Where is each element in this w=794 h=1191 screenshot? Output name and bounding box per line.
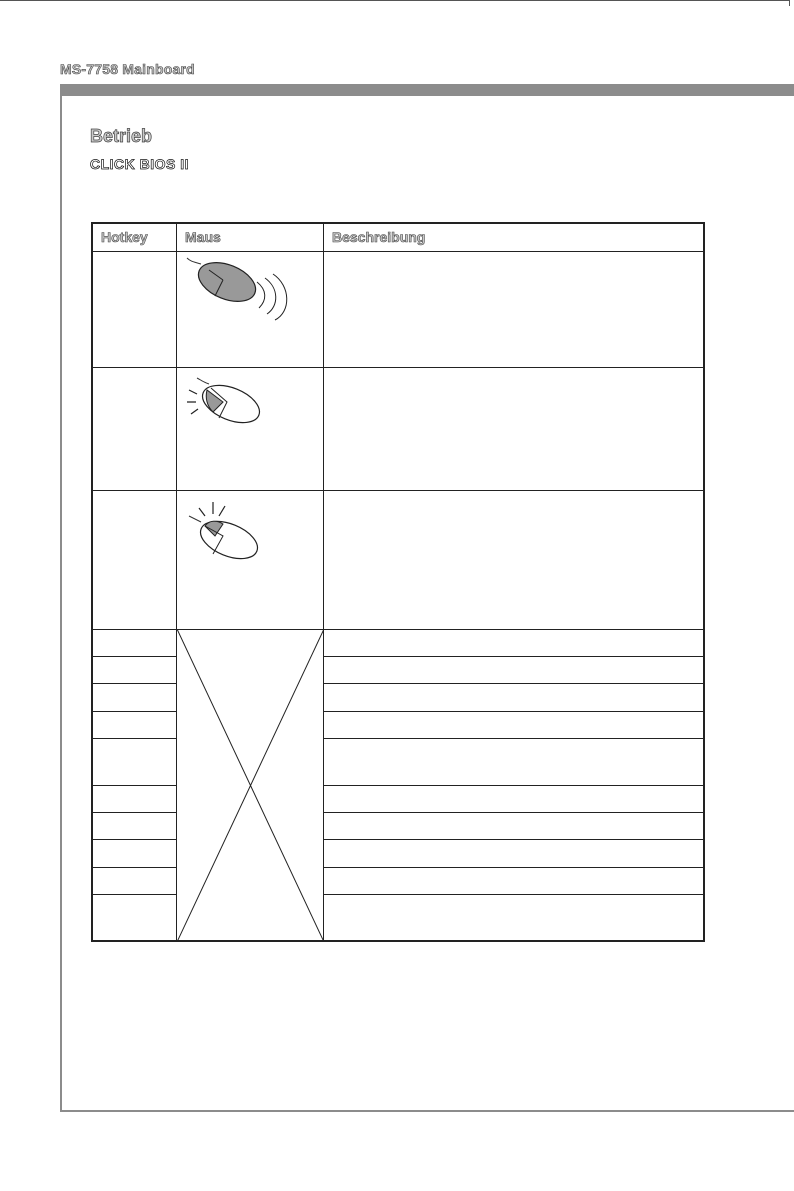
row-divider [93,785,176,786]
row-divider [324,656,703,657]
column-header-maus: Maus [185,229,221,245]
top-rule [0,0,790,1]
page-header-title: MS-7758 Mainboard [60,61,195,77]
mouse-column-cross [177,629,324,942]
row-divider [93,812,176,813]
row-divider [324,867,703,868]
page-frame-bottom [60,1110,794,1112]
row-divider [93,711,176,712]
row-divider [93,490,703,491]
row-divider [324,683,703,684]
mouse-right-click-icon [183,496,273,566]
mouse-left-click-icon [183,374,273,429]
row-divider [93,656,176,657]
row-divider [93,839,176,840]
row-divider [93,683,176,684]
mouse-move-icon [183,256,303,324]
page-frame-left [60,96,62,1112]
column-header-hotkey: Hotkey [101,229,148,245]
section-title: Betrieb [90,126,153,146]
column-header-beschreibung: Beschreibung [332,229,426,245]
row-divider [324,894,703,895]
row-divider [93,738,176,739]
row-divider [324,812,703,813]
row-divider [324,711,703,712]
header-bar [60,84,794,96]
row-divider [324,738,703,739]
row-divider [93,367,703,368]
row-divider [93,867,176,868]
row-divider [93,894,176,895]
row-divider [324,785,703,786]
row-divider [93,251,703,252]
section-subtitle: CLICK BIOS II [90,156,190,172]
row-divider [324,839,703,840]
hotkey-table [91,222,705,942]
